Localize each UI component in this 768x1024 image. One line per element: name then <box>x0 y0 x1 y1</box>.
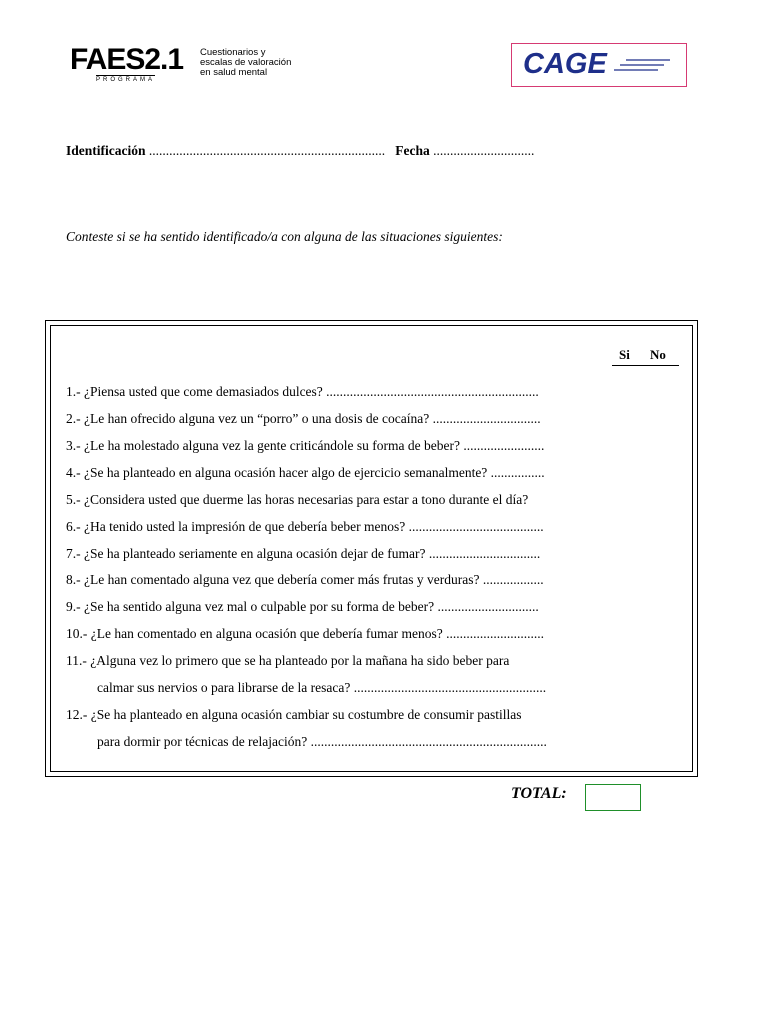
question-5: 5.- ¿Considera usted que duerme las horas necesarias para estar a tono durante el día? <box>66 492 529 507</box>
question-4: 4.- ¿Se ha planteado en alguna ocasión hacer algo de ejercicio semanalmente? ................ <box>66 465 545 480</box>
identification-field[interactable]: ...................................................................... <box>148 143 386 158</box>
question-11-line-1: 11.- ¿Alguna vez lo primero que se ha planteado por la mañana ha sido beber para <box>66 653 510 668</box>
speed-lines-icon <box>612 58 672 74</box>
date-field[interactable]: .............................. <box>433 143 535 158</box>
question-9: 9.- ¿Se ha sentido alguna vez mal o culpable por su forma de beber? .............................. <box>66 599 539 614</box>
column-yes-header: Si <box>619 347 630 362</box>
instructions-text: Conteste si se ha sentido identificado/a con alguna de las situaciones siguientes: <box>66 229 503 244</box>
logo-tagline-line-3: en salud mental <box>200 67 268 78</box>
identification-label: Identificación <box>66 143 146 158</box>
logo-tagline-line-1: Cuestionarios y <box>200 47 266 58</box>
cage-title: CAGE <box>523 48 607 80</box>
answer-columns-header <box>612 346 679 366</box>
question-12-line-2: para dormir por técnicas de relajación? ...................................................................... <box>97 734 547 749</box>
column-no-header: No <box>650 347 666 362</box>
question-11-line-2: calmar sus nervios o para librarse de la resaca? ......................................................... <box>97 680 547 695</box>
faes-logo <box>70 44 310 86</box>
total-field[interactable] <box>585 784 641 811</box>
logo-tagline <box>200 48 291 78</box>
logo-wordmark: FAES2.1 <box>70 43 184 76</box>
question-3: 3.- ¿Le ha molestado alguna vez la gente criticándole su forma de beber? ........................ <box>66 438 545 453</box>
question-10: 10.- ¿Le han comentado en alguna ocasión que debería fumar menos? ............................. <box>66 626 544 641</box>
question-6: 6.- ¿Ha tenido usted la impresión de que debería beber menos? ........................................ <box>66 519 544 534</box>
identification-line <box>66 143 534 159</box>
question-1: 1.- ¿Piensa usted que come demasiados dulces? ............................................................... <box>66 384 539 399</box>
cage-badge <box>511 43 687 87</box>
question-12-line-1: 12.- ¿Se ha planteado en alguna ocasión cambiar su costumbre de consumir pastillas <box>66 707 522 722</box>
date-label: Fecha <box>395 143 430 158</box>
total-label: TOTAL: <box>511 785 567 802</box>
logo-tagline-line-2: escalas de valoración <box>200 57 292 68</box>
question-7: 7.- ¿Se ha planteado seriamente en alguna ocasión dejar de fumar? ................................. <box>66 546 541 561</box>
logo-subtitle: PROGRAMA <box>96 77 156 83</box>
question-2: 2.- ¿Le han ofrecido alguna vez un “porro” o una dosis de cocaína? ................................ <box>66 411 541 426</box>
question-8: 8.- ¿Le han comentado alguna vez que debería comer más frutas y verduras? .................. <box>66 572 544 587</box>
